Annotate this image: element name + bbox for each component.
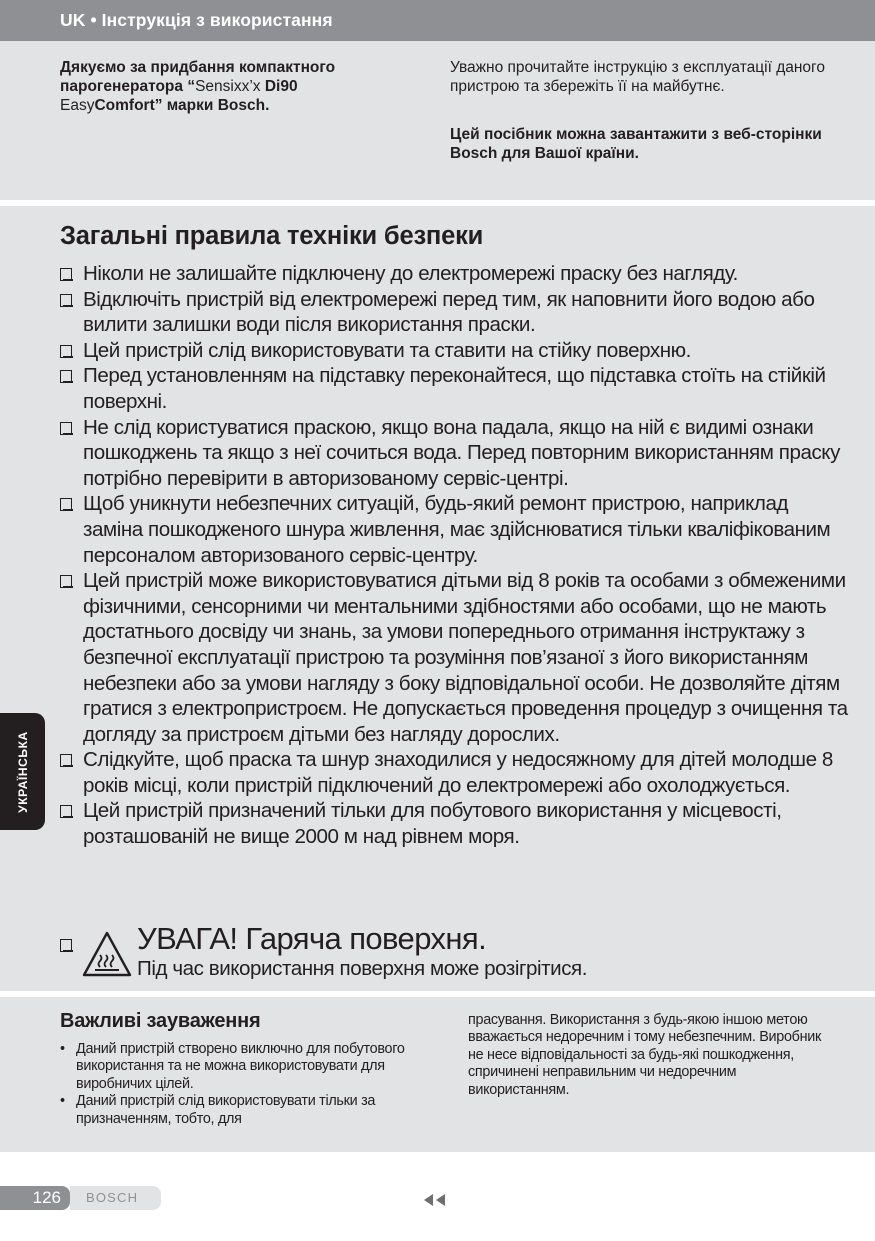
warning-title: УВАГА! Гаряча поверхня. [137, 921, 487, 956]
checkbox-bullet-icon [60, 370, 72, 383]
note-continuation: прасування. Використання з будь-якою іншою метою вважається недоречним і тому небезпечним. Виробник не несе відповідальності за будь-які пошкодження, спричинені неправильним чи недоречним використанням. [468, 1012, 822, 1098]
notes-list [60, 1041, 410, 1128]
note-item: • Даний пристрій створено виключно для побутового використання та не можна використовувати для виробничих цілей. [60, 1041, 405, 1092]
safety-rule: Не слід користуватися праскою, якщо вона падала, якщо на ній є видимі ознаки пошкоджень та якщо з неї сочиться вода. Перед повторним використанням праску потрібно перевірити в авторизованому сервіс-центрі. [60, 415, 850, 492]
previous-page-icon[interactable] [422, 1193, 448, 1207]
checkbox-bullet-icon [60, 422, 72, 435]
safety-rule: Цей пристрій може використовуватися дітьми від 8 років та особами з обмеженими фізичними, сенсорними чи ментальними здібностями або особами, що не мають достатнього досвіду чи знань, за умови попереднього отримання інструктажу з безпечної експлуатації пристрою та розуміння пов’язаної з його використанням небезпеки або за умови нагляду з боку відповідальної особи. Не дозволяйте дітям гратися з електропристроєм. Не допускається проведення процедур з очищення та догляду за пристроєм дітьми без нагляду дорослих. [60, 568, 850, 747]
page-header: UK • Інструкція з використання [0, 0, 875, 41]
safety-title: Загальні правила техніки безпеки [60, 222, 484, 250]
safety-section [0, 206, 875, 991]
page-number: 126 [0, 1186, 70, 1210]
checkbox-bullet-icon [60, 498, 72, 511]
checkbox-bullet-icon [60, 805, 72, 818]
checkbox-bullet-icon [60, 345, 72, 358]
note-item: • Даний пристрій слід використовувати тільки за призначенням, тобто, для [60, 1093, 376, 1127]
safety-rule: Слідкуйте, щоб праска та шнур знаходилися у недосяжному для дітей молодше 8 років місці, коли пристрій підключений до електромережі або охолоджується. [60, 747, 850, 798]
checkbox-bullet-icon [60, 294, 72, 307]
safety-rule: Щоб уникнути небезпечних ситуацій, будь-який ремонт пристрою, наприклад заміна пошкодженого шнура живлення, має здійснюватися тільки кваліфікованим персоналом авторизованого сервіс-центру. [60, 491, 850, 568]
checkbox-bullet-icon [60, 268, 72, 281]
checkbox-bullet-icon [60, 939, 72, 952]
checkbox-bullet-icon [60, 575, 72, 588]
safety-rule: Цей пристрій призначений тільки для побутового використання у місцевості, розташованій не вище 2000 м над рівнем моря. [60, 798, 850, 849]
hot-surface-warning-icon [82, 931, 132, 977]
download-note: Цей посібник можна завантажити з веб-сторінки Bosch для Вашої країни. [450, 126, 822, 162]
warning-subtitle: Під час використання поверхня може розігрітися. [137, 957, 588, 980]
hot-surface-warning [60, 918, 850, 982]
safety-rule: Перед установленням на підставку переконайтеся, що підставка стоїть на стійкій поверхні. [60, 363, 850, 414]
checkbox-bullet-icon [60, 754, 72, 767]
page-footer [0, 1186, 875, 1210]
safety-rule: Цей пристрій слід використовувати та ставити на стійку поверхню. [60, 338, 850, 364]
brand-label: BOSCH [70, 1186, 161, 1210]
intro-read-instructions: Уважно прочитайте інструкцію з експлуатації даного пристрою та збережіть її на майбутнє. Цей посібник можна завантажити з веб-сторінки Bosch для Вашої країни. [450, 58, 850, 163]
important-notes-section [0, 997, 875, 1152]
safety-rule: Відключіть пристрій від електромережі перед тим, як наповнити його водою або вилити залишки води після використання праски. [60, 287, 850, 338]
safety-rule: Ніколи не залишайте підключену до електромережі праску без нагляду. [60, 261, 850, 287]
intro-thanks: Дякуємо за придбання компактного парогенератора “Sensixx’x Di90 EasyComfort” марки Bosch. [60, 59, 336, 114]
notes-title: Важливі зауваження [60, 1010, 261, 1032]
safety-rules-list [60, 261, 850, 850]
language-side-tab: УКРАЇНСЬКА [0, 713, 45, 830]
intro-section [0, 41, 875, 200]
